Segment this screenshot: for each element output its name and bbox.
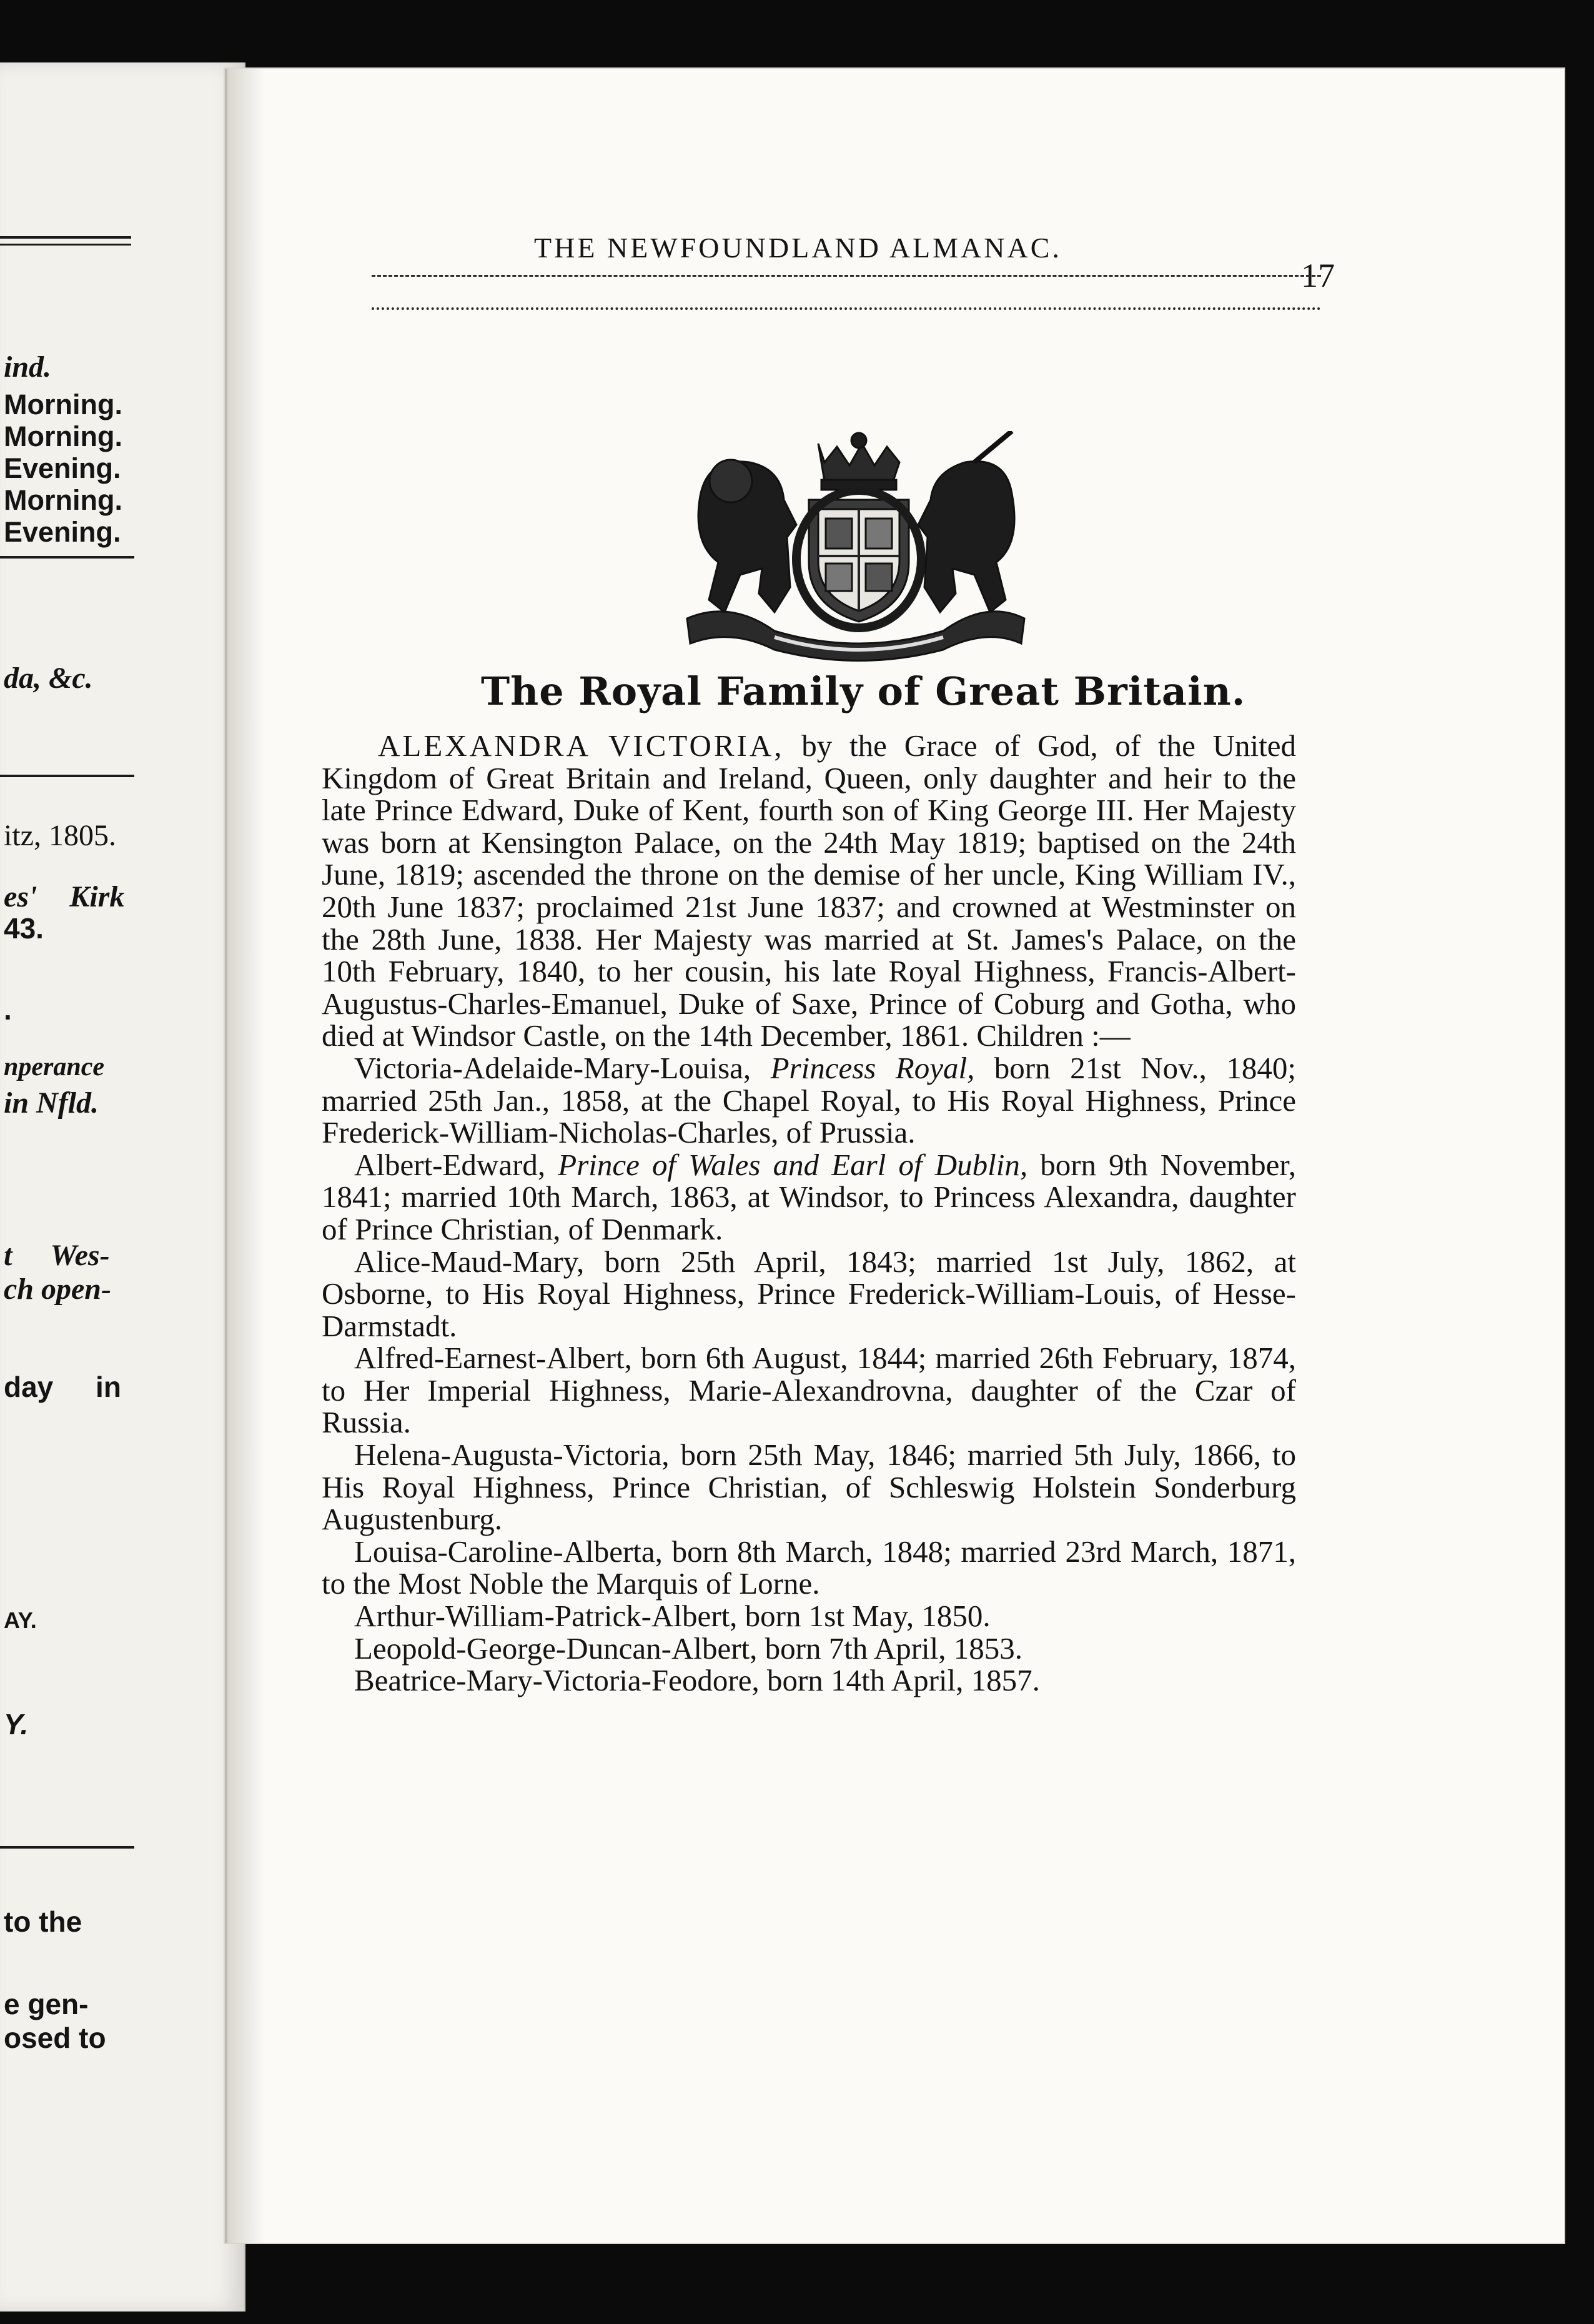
paragraph-text: born 9th November, 1841; married 10th March, 1863, at Windsor, to Princess Alexandra, daughter of Prince Christian, of Denmark. <box>322 1147 1296 1246</box>
facing-page-fragment: da, &c. <box>4 662 93 695</box>
time-of-day-list <box>4 389 122 548</box>
divider <box>0 556 134 559</box>
divider <box>0 1846 134 1849</box>
facing-page-fragment: osed to <box>4 2022 106 2054</box>
facing-page-fragment: nperance <box>4 1053 104 1081</box>
title-italic: Prince of Wales and Earl of Dublin, <box>558 1147 1028 1182</box>
paragraph-text: born 21st Nov., 1840; married 25th Jan., 1858, at the Chapel Royal, to His Royal Highness, Prince Frederick-William-Nicholas-Charles, of Prussia. <box>322 1050 1296 1150</box>
facing-page-fragment: ind. <box>4 350 52 384</box>
facing-page-fragment: itz, 1805. <box>4 819 116 852</box>
paragraph: Alfred-Earnest-Albert, born 6th August, 1844; married 26th February, 1874, to Her Imperial Highness, Marie-Alexandrovna, daughter of the Czar of Russia. <box>322 1341 1296 1440</box>
double-rule <box>0 236 131 246</box>
section-title: The Royal Family of Great Britain. <box>481 668 1246 714</box>
page-gutter <box>227 69 265 2243</box>
paragraph-text: by the Grace of God, of the United Kingdom of Great Britain and Ireland, Queen, only daughter and heir to the late Prince Edward, Duke of Kent, fourth son of King George III. Her Majesty was born at Kensington Palace, on the 24th May 1819; baptised on the 24th June, 1819; ascended the throne on the demise of her uncle, King William IV., 20th June 1837; proclaimed 21st June 1837; and crowned at Westminster on the 28th June, 1838. Her Majesty was married at St. James's Palace, on the 10th February, 1840, to her cousin, his late Royal Highness, Francis-Albert-Augustus-Charles-Emanuel, Duke of Saxe, Prince of Coburg and Gotha, who died at Windsor Castle, on the 14th December, 1861. Children :— <box>322 728 1297 1053</box>
paragraph: Louisa-Caroline-Alberta, born 8th March, 1848; married 23rd March, 1871, to the Most Noble the Marquis of Lorne. <box>322 1534 1296 1601</box>
list-item: Evening. <box>4 452 121 484</box>
royal-coat-of-arms-icon <box>681 431 1031 662</box>
facing-page-fragment: AY. <box>4 1607 37 1633</box>
article-body <box>322 730 1296 1697</box>
running-title: THE NEWFOUNDLAND ALMANAC. <box>534 232 1062 264</box>
paragraph: Alice-Maud-Mary, born 25th April, 1843; married 1st July, 1862, at Osborne, to His Royal Highness, Prince Frederick-William-Louis, of Hesse-Darmstadt. <box>322 1244 1296 1343</box>
paragraph <box>322 1149 1296 1246</box>
paragraph: Beatrice-Mary-Victoria-Feodore, born 14th April, 1857. <box>354 1663 1040 1698</box>
paragraph <box>322 730 1296 1052</box>
header-rule <box>372 275 1321 277</box>
facing-page-fragment: day in <box>4 1371 121 1403</box>
page-number: 17 <box>1301 257 1335 294</box>
facing-page-fragment: ch open- <box>4 1273 111 1306</box>
paragraph: Helena-Augusta-Victoria, born 25th May, 1846; married 5th July, 1866, to His Royal Highness, Prince Christian, of Schleswig Holstein Sonderburg Augustenburg. <box>322 1438 1296 1537</box>
paragraph: Leopold-George-Duncan-Albert, born 7th April, 1853. <box>354 1631 1023 1666</box>
facing-page-fragment: . <box>4 993 12 1026</box>
paragraph <box>322 1052 1296 1149</box>
list-item: Morning. <box>4 389 122 420</box>
paragraph-text: Albert-Edward, <box>354 1147 558 1182</box>
facing-page-fragment: e gen- <box>4 1988 89 2020</box>
facing-page <box>0 62 245 2312</box>
paragraph-text: Victoria-Adelaide-Mary-Louisa, <box>354 1050 771 1085</box>
divider <box>0 775 134 777</box>
header-rule <box>372 307 1321 310</box>
lead-name: ALEXANDRA VICTORIA, <box>378 728 785 763</box>
facing-page-fragment: Y. <box>4 1708 29 1741</box>
facing-page-fragment: t Wes- <box>4 1239 110 1272</box>
facing-page-fragment: es' Kirk <box>4 880 125 913</box>
list-item: Morning. <box>4 420 122 452</box>
title-italic: Princess Royal, <box>770 1050 975 1085</box>
list-item: Evening. <box>4 516 121 548</box>
list-item: Morning. <box>4 484 122 516</box>
facing-page-fragment: 43. <box>4 912 44 945</box>
facing-page-fragment: in Nfld. <box>4 1086 99 1120</box>
paragraph: Arthur-William-Patrick-Albert, born 1st May, 1850. <box>354 1599 991 1634</box>
facing-page-fragment: to the <box>4 1905 82 1938</box>
